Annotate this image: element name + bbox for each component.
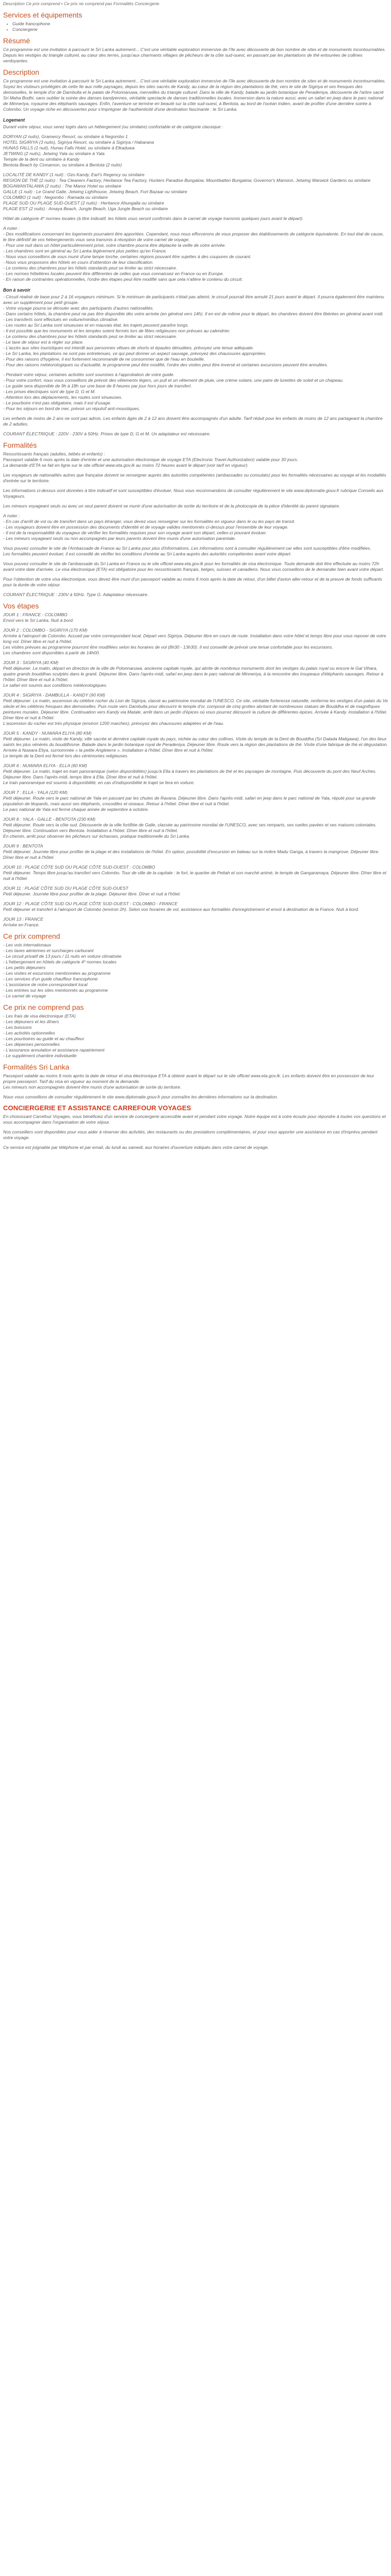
section-heading: Résumé <box>3 37 30 45</box>
paragraph: Les mineurs voyageant seuls ou avec un seul parent doivent se munir d'une autorisation de sortie du territoire et de la photocopie de la pièce d'identité du parent signataire. <box>3 503 340 509</box>
paragraph: JOUR 3 : SIGIRIYA (40 KM) Petit déjeuner. Le matin, départ en direction de la ville de Polonnaruwa, ancienne capitale royale, qui abrite de nombreux monuments dont les vestiges du palais royal ou encore le Gal Vihara, quatre grands bouddhas sculptés dans le granit. Déjeuner libre. Dans l'après-midi, safari en jeep dans le parc national de Minneriya, à la rencontre des troupeaux d'éléphants sauvages. Retour à l'hôtel. Dîner libre et nuit à l'hôtel. Le safari est soumis aux conditions météorologiques. <box>3 660 384 688</box>
paragraph: Ressortissants français (adultes, bébés et enfants) : Passeport valable 6 mois après la date d'entrée et une autorisation électronique de voyage ETA (Electronic Travel Authorization) valable pour 30 jours. La demande d'ETA se fait en ligne sur le site officiel www.eta.gov.lk au moins 72 heures avant le départ (voir tarif en vigueur). <box>3 451 299 468</box>
section-heading: Description <box>3 68 40 76</box>
paragraph: - Pendant votre séjour, certaines activités sont soumises à l'approbation de votre guide. - Pour votre confort, nous vous conseillons de prévoir des vêtements légers, un pull et un vêtement de pluie, une crème solaire, une paire de lunettes de soleil et un chapeau. - Le guide sera disponible de 9h à 18h sur une base de 8 heures par jour hors jours de transfert. - Les prises électriques sont de type D, G et M. - Attention lors des déplacements, les routes sont sinueuses. - Le pourboire n'est pas obligatoire, mais il est d'usage. - Pour les séjours en bord de mer, prévoir un répulsif anti-moustiques. <box>3 372 344 411</box>
content <box>3 11 388 1150</box>
paragraph: Ce programme est une invitation à parcourir le Sri Lanka autrement... C'est une véritable exploration immersive de l'île avec découverte de bon nombre de sites et de monuments incontournables. Depuis les vestiges du triangle culturel, au cœur des terres, jusqu'aux charmants villages de pêcheurs de la côte sud-ouest, en passant par les plantations de thé entourées de collines verdoyantes. <box>3 47 386 63</box>
paragraph: Pour l'obtention de votre visa électronique, vous devez être muni d'un passeport valable au moins 6 mois après la date de retour, d'un billet d'avion aller-retour et de la preuve de fonds suffisants pour la durée de votre séjour. <box>3 577 382 587</box>
breadcrumb: Description Ce prix comprend • Ce prix ne comprend pas Formalités Conciergerie <box>3 1 159 6</box>
paragraph: Passeport valable au moins 6 mois après la date de retour et visa électronique ETA à obtenir avant le départ sur le site officiel www.eta.gov.lk. Les enfants doivent être en possession de leur propre passeport. Tarif du visa en vigueur au moment de la demande. Les mineurs non accompagnés doivent être munis d'une autorisation de sortie du territoire. <box>3 1073 374 1090</box>
paragraph: - Circuit réalisé de base pour 2 à 16 voyageurs minimum. Si le minimum de participants n'était pas atteint, le circuit pourrait être annulé 21 jours avant le départ. Il pourra également être maintenu avec un supplément pour petit groupe. - Votre voyage pourra se dérouler avec des participants d'autres nationalités. - Dans certains hôtels, la chambre peut ne pas être disponible dès votre arrivée (en général vers 14h). Il en est de même pour le départ, les chambres doivent être libérées en général avant midi. - Les transferts sont effectués en voiture/minibus climatisé. - Les routes au Sri Lanka sont sinueuses et en mauvais état, les trajets peuvent paraître longs. - Il est possible que les monuments et les temples soient fermés lors de fêtes religieuses non prévues au calendrier. - Le contenu des chambres pour les hôtels standards peut se limiter au strict nécessaire. - Le taxe de séjour est à régler sur place. - L'accès aux sites touristiques est interdit aux personnes vêtues de shorts et épaules dénudées, prévoyez une tenue adéquate. - Le Sri Lanka, les plantations ne sont pas entretenues, ce qui peut donner un aspect sauvage, prévoyez des chaussures appropriées. - Pour des raisons d'hygiène, il est fortement recommandé de ne consommer que de l'eau en bouteille. - Pour des raisons météorologiques ou d'actualité, le programme peut être modifié, l'ordre des visites peut être inversé et certaines excursions peuvent être annulées. <box>3 294 384 367</box>
paragraph: JOUR 13 : FRANCE Arrivée en France. <box>3 917 43 927</box>
paragraph: Les voyageurs de nationalités autres que française doivent se renseigner auprès des autorités compétentes (ambassades ou consulats) pour les formalités nécessaires au voyage et les modalités d'entrée sur le territoire. <box>3 472 386 483</box>
paragraph: Les enfants de moins de 2 ans ne sont pas admis. Les enfants âgés de 2 à 12 ans doivent être accompagnés d'un adulte. Tarif réduit pour les enfants de moins de 12 ans partageant la chambre de 2 adultes. <box>3 416 383 427</box>
section-heading: Formalités <box>3 441 37 449</box>
paragraph: JOUR 1 : FRANCE - COLOMBO Envol vers le Sri Lanka. Nuit à bord. <box>3 612 74 623</box>
page <box>0 0 391 1158</box>
section-heading: CONCIERGERIE ET ASSISTANCE CARREFOUR VOYAGES <box>3 1104 191 1112</box>
list-item: • Guide francophone <box>12 21 388 27</box>
paragraph: JOUR 8 : YALA - GALLE - BENTOTA (230 KM) Petit déjeuner. Route vers la côte sud. Découverte de la ville fortifiée de Galle, classée au patrimoine mondial de l'UNESCO, avec ses remparts, ses ruelles pavées et ses maisons coloniales. Déjeuner libre. Continuation vers Bentota. Installation à l'hôtel. Dîner libre et nuit à l'hôtel. En chemin, arrêt pour observer les pêcheurs sur échasses, pratique traditionnelle du Sri Lanka. <box>3 817 377 839</box>
paragraph: JOUR 5 : KANDY - NUWARA ELIYA (80 KM) Petit déjeuner. Le matin, visite de Kandy, ville sacrée et dernière capitale royale du pays, nichée au cœur des collines. Visite du temple de la Dent de Bouddha (Sri Dalada Maligawa), l'un des lieux saints les plus vénérés du bouddhisme. Balade dans le jardin botanique royal de Peradeniya. Déjeuner libre. Route vers la région des plantations de thé. Visite d'une fabrique de thé et dégustation. Arrivée à Nuwara Eliya, surnommée « la petite Angleterre ». Installation à l'hôtel. Dîner libre et nuit à l'hôtel. Le temple de la Dent est fermé lors des cérémonies religieuses. <box>3 731 388 758</box>
paragraph: - Les vols internationaux - Les taxes aériennes et surcharges carburant - Le circuit privatif de 13 jours / 11 nuits en voiture climatisée - L'hébergement en hôtels de catégorie 4* normes locales - Les petits déjeuners - Les visites et excursions mentionnées au programme - Les services d'un guide chauffeur francophone - L'assistance de notre correspondant local - Les entrées sur les sites mentionnés au programme - Le carnet de voyage <box>3 942 122 998</box>
paragraph: COURANT ÉLECTRIQUE : 220V - 230V à 50Hz. Prises de type D, G et M. Un adaptateur est nécessaire. <box>3 431 211 436</box>
paragraph: JOUR 11 : PLAGE CÔTE SUD OU PLAGE CÔTE SUD-OUEST Petit déjeuner. Journée libre pour profiter de la plage. Déjeuner libre. Dîner et nuit à l'hôtel. <box>3 886 181 896</box>
section-heading: Logement <box>3 117 25 123</box>
paragraph: JOUR 10 : PLAGE CÔTE SUD OU PLAGE CÔTE SUD-OUEST : COLOMBO Petit déjeuner. Temps libre jusqu'au transfert vers Colombo. Tour de ville de la capitale : le fort, le quartier de Pettah et son marché animé, le temple de Gangaramaya. Déjeuner libre. Dîner libre et nuit à l'hôtel. <box>3 865 387 881</box>
paragraph: JOUR 9 : BENTOTA Petit déjeuner. Journée libre pour profiter de la plage et des installations de l'hôtel. En option, possibilité d'excursion en bateau sur la rivière Madu Ganga, à travers la mangrove. Déjeuner libre. Dîner libre et nuit à l'hôtel. <box>3 843 380 860</box>
paragraph: En choisissant Carrefour Voyages, vous bénéficiez d'un service de conciergerie accessible avant et pendant votre voyage. Notre équipe est à votre écoute pour répondre à toutes vos questions et vous accompagner dans l'organisation de votre séjour. <box>3 1114 386 1125</box>
paragraph: Nous vous conseillons de consulter régulièrement le site www.diplomatie.gouv.fr pour connaître les dernières informations sur la destination. <box>3 1094 278 1099</box>
paragraph: Vous pouvez consulter le site de l'Ambassade de France au Sri Lanka pour plus d'informations. Les informations sont à consulter régulièrement car elles sont susceptibles d'être modifiées. Les formalités peuvent évoluer, il est conseillé de vérifier les conditions d'entrée au Sri Lanka auprès des autorités compétentes avant votre départ. <box>3 546 371 556</box>
section-heading: Ce prix comprend <box>3 932 60 940</box>
section-heading: Ce prix ne comprend pas <box>3 1003 84 1011</box>
paragraph: DORYAN (2 nuits), Gramercy Resort, ou similaire à Negombo 1 HOTEL SIGIRIYA (3 nuits), Sigiriya Resort, ou similaire à Sigiriya / Habarana HUNAS FALLS (1 nuit), Hunas Falls Hotel, ou similaire à Elkaduwa JETWING (2 nuits), Jetwing Yala ou similaire à Yala Temple de la dent ou similaire à Kandy Bentota Beach by Cinnamon, ou similaire à Bentota (2 nuits) <box>3 134 154 167</box>
paragraph: JOUR 7 : ELLA - YALA (120 KM) Petit déjeuner. Route vers le parc national de Yala en passant par les chutes de Ravana. Déjeuner libre. Dans l'après-midi, safari en jeep dans le parc national de Yala, réputé pour sa grande population de léopards, mais aussi ses éléphants, crocodiles et oiseaux. Retour à l'hôtel. Dîner libre et nuit à l'hôtel. Le parc national de Yala est fermé chaque année de septembre à octobre. <box>3 790 376 812</box>
paragraph: COURANT ÉLECTRIQUE : 230V à 50Hz. Type G. Adaptateur nécessaire. <box>3 592 149 597</box>
list-item: • Conciergerie <box>12 27 388 32</box>
section-heading: Formalités Sri Lanka <box>3 1063 70 1071</box>
paragraph: JOUR 12 : PLAGE CÔTE SUD OU PLAGE CÔTE SUD-OUEST - COLOMBO - FRANCE Petit déjeuner et transfert à l'aéroport de Colombo (environ 2h). Selon vos horaires de vol, assistance aux formalités d'enregistrement et envol à destination de la France. Nuit à bord. <box>3 901 360 912</box>
paragraph: JOUR 2 : COLOMBO - SIGIRIYA (170 KM) Arrivée à l'aéroport de Colombo. Accueil par votre correspondant local. Départ vers Sigiriya. Déjeuner libre en cours de route. Installation dans votre hôtel et temps libre pour vous reposer de votre long vol. Dîner libre et nuit à l'hôtel. Les visites prévues au programme pourront être modifiées selon les horaires de vol (8h30 - 13h30). Il est conseillé de prévoir une tenue confortable pour les excursions. Les chambres sont disponibles à partir de 14h00. <box>3 628 386 655</box>
paragraph: Durant votre séjour, vous serez logés dans un hébergement (ou similaire) confortable et de catégorie classique : <box>3 124 223 129</box>
paragraph: Nos conseillers sont disponibles pour vous aider à réserver des activités, des restaurants ou des prestations complémentaires, et pour vous apporter une assistance en cas d'imprévu pendant votre voyage. <box>3 1129 378 1140</box>
paragraph: A noter : - Des modifications concernant les logements pourraient être apportées. Cependant, nous nous efforcerons de vous proposer des établissements de catégorie équivalente. En tout état de cause, le titre définitif de vos hébergements vous sera transmis à réception de votre carnet de voyage. - Pour une nuit dans un hôtel particulièrement prisé, votre chambre pourra être déplacée la veille de votre arrivée. - Les chambres sont en général au Sri Lanka légèrement plus petites qu'en France. - Nous vous conseillons de vous munir d'une lampe torche, certaines régions pouvant être sujettes à des coupures de courant. - Nous vous proposons des hôtels en cours d'obtention de leur classification. - Le contenu des chambres pour les hôtels standards peut se limiter au strict nécessaire. - Les normes hôtelières locales peuvent être différentes de celles que vous connaissez en France ou en Europe. - En raison de contraintes opérationnelles, l'ordre des étapes peut être modifié sans que cela n'altère le contenu du circuit. <box>3 226 384 282</box>
paragraph: LOCALITÉ DE KANDY (1 nuit) : Ozo Kandy, Earl's Regency ou similaire REGION DE THÉ (2 nuits) : Tea Cleaners Factory, Heritance Tea Factory, Hunters Paradise Bungalow, Mountbatten Bungalow, Governor's Mansion, Jetwing Warwick Gardens ou similaire BOGAWANTALAWA (2 nuits) : The Manor Hotel ou similaire GALLE (1 nuit) : Le Grand Galle, Jetwing Lighthouse, Jetwing Beach, Fort Bazaar ou similaire COLOMBO (1 nuit) : Negombo : Ramada ou similaire PLAGE SUD OU PLAGE SUD-OUEST (2 nuits) : Heritance Ahungalla ou similaire PLAGE EST (2 nuits) : Amaya Beach, Jungle Beach, Uga Jungle Beach ou similaire <box>3 172 371 211</box>
paragraph: JOUR 4 : SIGIRIYA - DAMBULLA - KANDY (90 KM) Petit déjeuner. Le matin, ascension du célèbre rocher du Lion de Sigiriya, classé au patrimoine mondial de l'UNESCO. Ce site, véritable forteresse naturelle, renferme les vestiges d'un palais du Ve siècle et les célèbres fresques des demoiselles. Puis route vers Dambulla pour découvrir le temple d'or, composé de cinq grottes abritant de nombreuses statues de Bouddha et de magnifiques peintures murales. Déjeuner libre. Continuation vers Kandy via Matale, arrêt dans un jardin d'épices où vous pourrez découvrir la culture de différentes épices. Arrivée à Kandy. Installation à l'hôtel. Dîner libre et nuit à l'hôtel. L'ascension du rocher est très physique (environ 1200 marches), prévoyez des chaussures adaptées et de l'eau. <box>3 692 388 726</box>
paragraph: Hôtel de catégorie 4* normes locales (à titre indicatif, les hôtels vous seront confirmés dans le carnet de voyage transmis quelques jours avant le départ). <box>3 216 304 221</box>
paragraph: Ce programme est une invitation à parcourir le Sri Lanka autrement... C'est une véritable exploration immersive de l'île avec découverte de bon nombre de sites et de monuments incontournables. Soyez les visiteurs privilégiés de cette île aux mille paysages, depuis les sites sacrés de Kandy, au cœur de la région des plantations de thé, vers le site de Sigiriya et ses fresques des demoiselles, le temple d'or de Dambulla et le palais de Polonnaruwa, merveilles du triangle culturel. Dans la ville de Kandy, balade au jardin botanique de Peradeniya, découverte de l'arbre sacré Sri Maha Bodhi, sans oublier la soirée des danses kandyennes, véritable spectacle de danses traditionnelles locales. Immersion dans la nature aussi, avec un safari en jeep dans le parc national de Minneriya, royaume des éléphants sauvages. Enfin, l'aventure se termine en beauté sur la côte sud-ouest, à Bentota, au bord de l'océan Indien, avant de profiter d'une dernière soirée à Colombo. Un voyage riche en découvertes pour s'imprégner de l'authenticité d'une destination fascinante : le Sri Lanka. <box>3 78 386 112</box>
paragraph: Les informations ci-dessus sont données à titre indicatif et sont susceptibles d'évoluer. Nous vous recommandons de consulter régulièrement le site www.diplomatie.gouv.fr rubrique Conseils aux Voyageurs. <box>3 488 384 499</box>
paragraph: JOUR 6 : NUWARA ELIYA - ELLA (60 KM) Petit déjeuner. Le matin, trajet en train panoramique (selon disponibilités) jusqu'à Ella à travers les plantations de thé et les paysages de montagne. Puis découverte du pont des Neuf Arches. Déjeuner libre. Dans l'après-midi, temps libre à Ella. Dîner libre et nuit à l'hôtel. Le train panoramique est soumis à disponibilité, en cas d'indisponibilité le trajet se fera en voiture. <box>3 763 377 785</box>
paragraph: A noter : - En cas d'arrêt de vol ou de transfert dans un pays étranger, vous devez vous renseigner sur les formalités en vigueur dans le ou les pays de transit. - Les voyageurs doivent être en possession des documents d'identité et de voyage valides mentionnés ci-dessus pour l'ensemble de leur voyage. - Il est de la responsabilité du voyageur de vérifier les formalités requises pour son voyage avant son départ, celles-ci pouvant évoluer. - Les mineurs voyageant seuls ou non accompagnés par leurs parents doivent être munis d'une autorisation parentale. <box>3 513 296 541</box>
paragraph: - Les frais de visa électronique (ETA) - Les déjeuners et les dîners - Les boissons - Les activités optionnelles - Les pourboires au guide et au chauffeur - Les dépenses personnelles - L'assurance annulation et assistance rapatriement - Le supplément chambre individuelle <box>3 1013 105 1058</box>
paragraph: Ce service est joignable par téléphone et par email, du lundi au samedi, aux horaires d'ouverture indiqués dans votre carnet de voyage. <box>3 1145 269 1150</box>
section-heading: Bon à savoir <box>3 287 30 293</box>
paragraph: Vous pouvez consulter le site de l'ambassade du Sri Lanka en France ou le site officiel www.eta.gov.lk pour les formalités de visa électronique. Toute demande doit être effectuée au moins 72h avant votre date d'arrivée. Le visa électronique (ETA) est obligatoire pour les ressortissants français, belges, suisses et canadiens. Nous vous conseillons de le demander bien avant votre départ. <box>3 561 384 572</box>
section-heading: Vos étapes <box>3 602 39 610</box>
bullet-list <box>3 21 388 32</box>
section-heading: Services et équipements <box>3 11 83 19</box>
